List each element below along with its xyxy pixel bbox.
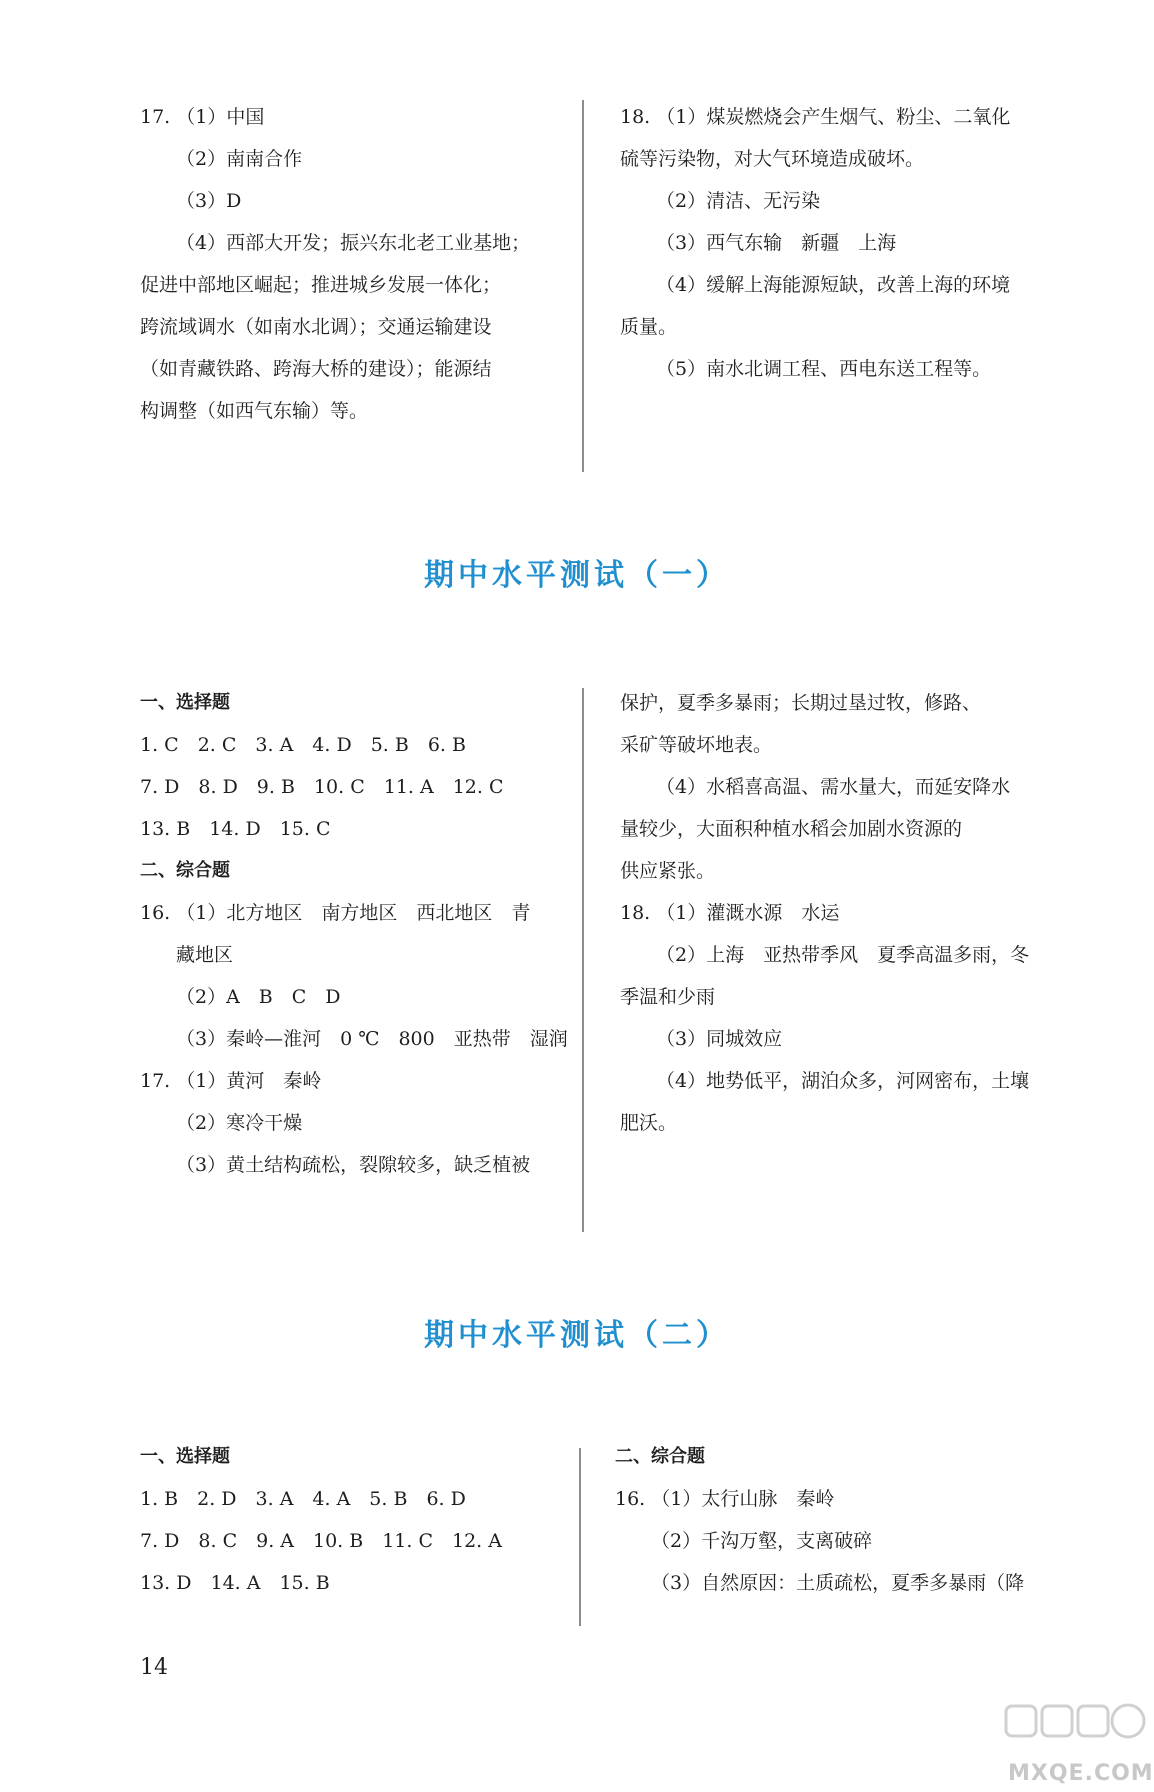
section-title-midterm-1: 期中水平测试（一） [424, 558, 730, 593]
answer-line: 18. （1）煤炭燃烧会产生烟气、粉尘、二氧化 [620, 106, 1011, 128]
answer-line: 17. （1）黄河 秦岭 [140, 1070, 322, 1092]
answer-line: 1. B 2. D 3. A 4. A 5. B 6. D [140, 1488, 466, 1510]
answer-line: （2）寒冷干燥 [176, 1112, 303, 1134]
watermark-text: MXQE.COM [1008, 1761, 1154, 1786]
answer-line: 16. （1）北方地区 南方地区 西北地区 青 [140, 902, 531, 924]
answer-line: （3）自然原因：土质疏松，夏季多暴雨（降 [651, 1572, 1025, 1594]
answer-line: （2）上海 亚热带季风 夏季高温多雨，冬 [656, 944, 1030, 966]
answer-line: （3）D [176, 190, 242, 212]
answer-line: （2）南南合作 [176, 148, 303, 170]
answer-line: 17. （1）中国 [140, 106, 265, 128]
answer-line: （5）南水北调工程、西电东送工程等。 [656, 358, 992, 380]
answer-line: 13. B 14. D 15. C [140, 818, 331, 840]
answer-line: 1. C 2. C 3. A 4. D 5. B 6. B [140, 734, 466, 756]
column-divider-top [582, 100, 584, 472]
answer-line: 采矿等破坏地表。 [620, 734, 773, 756]
section-heading: 一、选择题 [140, 1446, 230, 1467]
answer-line: （4）水稻喜高温、需水量大，而延安降水 [656, 776, 1011, 798]
answer-line: （2）A B C D [176, 986, 341, 1008]
column-divider-section1 [582, 688, 584, 1232]
answer-line: （如青藏铁路、跨海大桥的建设）；能源结 [140, 358, 492, 380]
answer-line: 质量。 [620, 316, 678, 338]
answer-line: 促进中部地区崛起；推进城乡发展一体化； [140, 274, 502, 296]
answer-line: （3）秦岭—淮河 0 ℃ 800 亚热带 湿润 [176, 1028, 568, 1050]
page-number: 14 [140, 1655, 168, 1680]
answer-line: 跨流域调水（如南水北调）；交通运输建设 [140, 316, 492, 338]
answer-line: （4）西部大开发；振兴东北老工业基地； [176, 232, 531, 254]
watermark-logo [1000, 1700, 1154, 1788]
answer-line: 7. D 8. D 9. B 10. C 11. A 12. C [140, 776, 504, 798]
answer-line: 硫等污染物，对大气环境造成破坏。 [620, 148, 925, 170]
answer-line: 保护，夏季多暴雨；长期过垦过牧，修路、 [620, 692, 982, 714]
answer-line: 季温和少雨 [620, 986, 716, 1008]
section-heading: 二、综合题 [615, 1446, 705, 1467]
answer-line: 量较少，大面积种植水稻会加剧水资源的 [620, 818, 963, 840]
answer-line: 16. （1）太行山脉 秦岭 [615, 1488, 835, 1510]
answer-line: （2）清洁、无污染 [656, 190, 821, 212]
answer-line: （4）地势低平，湖泊众多，河网密布，土壤 [656, 1070, 1030, 1092]
answer-line: 藏地区 [176, 944, 234, 966]
section-heading: 一、选择题 [140, 692, 230, 713]
answer-line: （3）黄土结构疏松，裂隙较多，缺乏植被 [176, 1154, 531, 1176]
answer-line: 供应紧张。 [620, 860, 716, 882]
section-heading: 二、综合题 [140, 860, 230, 881]
watermark-icon [1000, 1700, 1150, 1760]
answer-line: （3）同城效应 [656, 1028, 783, 1050]
answer-line: 构调整（如西气东输）等。 [140, 400, 369, 422]
answer-line: 肥沃。 [620, 1112, 678, 1134]
answer-line: （2）千沟万壑，支离破碎 [651, 1530, 873, 1552]
answer-line: （4）缓解上海能源短缺，改善上海的环境 [656, 274, 1011, 296]
answer-line: 18. （1）灌溉水源 水运 [620, 902, 840, 924]
answer-line: 7. D 8. C 9. A 10. B 11. C 12. A [140, 1530, 502, 1552]
column-divider-section2 [579, 1448, 581, 1626]
answer-line: （3）西气东输 新疆 上海 [656, 232, 897, 254]
answer-line: 13. D 14. A 15. B [140, 1572, 330, 1594]
section-title-midterm-2: 期中水平测试（二） [424, 1318, 730, 1353]
